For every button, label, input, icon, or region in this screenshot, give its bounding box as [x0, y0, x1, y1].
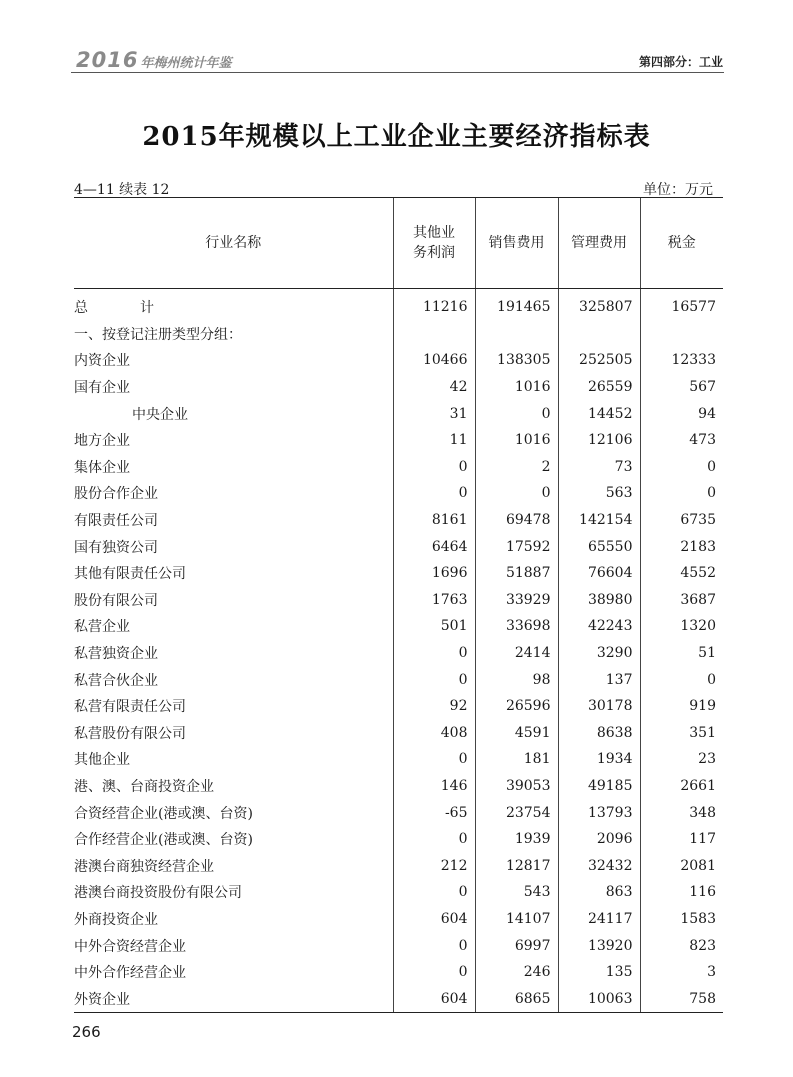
cell-tax: 16577 [640, 294, 723, 321]
header-year: 2016 [76, 48, 139, 72]
cell-admin-expense: 24117 [558, 906, 640, 933]
table-row [74, 666, 723, 693]
cell-sales-expense: 33929 [475, 587, 558, 614]
row-label: 港澳台商独资经营企业 [74, 858, 214, 875]
cell-admin-expense: 30178 [558, 693, 640, 720]
cell-sales-expense: 17592 [475, 533, 558, 560]
cell-sales-expense: 1016 [475, 427, 558, 454]
table-row [74, 587, 723, 614]
row-label: 股份有限公司 [74, 592, 158, 609]
cell-sales-expense: 6865 [475, 985, 558, 1012]
table-row [74, 799, 723, 826]
cell-other-profit: 1696 [393, 560, 475, 587]
col-header-sales-expense: 销售费用 [475, 198, 558, 289]
cell-tax: 51 [640, 640, 723, 667]
table-row [74, 454, 723, 481]
table-number: 4—11 续表 12 [74, 182, 170, 198]
cell-admin-expense: 563 [558, 480, 640, 507]
total-label-b: 计 [140, 300, 154, 317]
cell-tax: 2081 [640, 852, 723, 879]
table-row [74, 959, 723, 986]
cell-admin-expense [558, 321, 640, 348]
cell-sales-expense: 39053 [475, 773, 558, 800]
cell-tax: 351 [640, 720, 723, 747]
cell-sales-expense: 0 [475, 400, 558, 427]
row-label: 一、按登记注册类型分组： [74, 326, 242, 343]
cell-tax: 2183 [640, 533, 723, 560]
total-label [74, 294, 393, 321]
cell-tax: 117 [640, 826, 723, 853]
table-row [74, 427, 723, 454]
cell-admin-expense: 73 [558, 454, 640, 481]
table-row [74, 773, 723, 800]
cell-other-profit: 0 [393, 640, 475, 667]
cell-admin-expense: 1934 [558, 746, 640, 773]
cell-tax: 473 [640, 427, 723, 454]
cell-other-profit: 11216 [393, 294, 475, 321]
cell-admin-expense: 135 [558, 959, 640, 986]
cell-other-profit: 146 [393, 773, 475, 800]
cell-other-profit: 501 [393, 613, 475, 640]
table-row [74, 985, 723, 1012]
table-header-row [74, 198, 723, 289]
cell-sales-expense: 14107 [475, 906, 558, 933]
row-label: 私营合伙企业 [74, 672, 158, 689]
col-header-other-profit-line2: 务利润 [413, 245, 455, 261]
unit-label: 单位：万元 [643, 182, 713, 198]
cell-admin-expense: 38980 [558, 587, 640, 614]
row-label: 中央企业 [132, 406, 188, 423]
row-label: 港、澳、台商投资企业 [74, 778, 214, 795]
cell-other-profit: 92 [393, 693, 475, 720]
row-label: 港澳台商投资股份有限公司 [74, 885, 242, 902]
row-label: 有限责任公司 [74, 513, 158, 530]
cell-tax: 758 [640, 985, 723, 1012]
cell-admin-expense: 8638 [558, 720, 640, 747]
cell-admin-expense: 42243 [558, 613, 640, 640]
cell-admin-expense: 142154 [558, 507, 640, 534]
cell-admin-expense: 26559 [558, 374, 640, 401]
table-row [74, 613, 723, 640]
row-label: 外商投资企业 [74, 911, 158, 928]
row-label: 国有企业 [74, 380, 130, 397]
header-divider [71, 72, 724, 73]
cell-other-profit: 31 [393, 400, 475, 427]
cell-tax: 567 [640, 374, 723, 401]
cell-other-profit: -65 [393, 799, 475, 826]
table-row [74, 826, 723, 853]
cell-other-profit: 212 [393, 852, 475, 879]
row-label: 其他有限责任公司 [74, 566, 186, 583]
page-number: 266 [72, 1023, 101, 1041]
row-label: 其他企业 [74, 752, 130, 769]
table-row [74, 720, 723, 747]
cell-other-profit: 6464 [393, 533, 475, 560]
row-label: 集体企业 [74, 459, 130, 476]
cell-sales-expense: 1939 [475, 826, 558, 853]
cell-other-profit: 0 [393, 826, 475, 853]
cell-admin-expense: 325807 [558, 294, 640, 321]
cell-tax: 2661 [640, 773, 723, 800]
cell-other-profit: 408 [393, 720, 475, 747]
table-row [74, 533, 723, 560]
cell-tax: 3687 [640, 587, 723, 614]
cell-sales-expense: 23754 [475, 799, 558, 826]
table-row [74, 347, 723, 374]
cell-admin-expense: 137 [558, 666, 640, 693]
table-row [74, 852, 723, 879]
cell-other-profit: 1763 [393, 587, 475, 614]
cell-tax: 823 [640, 932, 723, 959]
cell-sales-expense: 0 [475, 480, 558, 507]
cell-tax: 1320 [640, 613, 723, 640]
cell-tax [640, 321, 723, 348]
table-row [74, 560, 723, 587]
table-row [74, 932, 723, 959]
header-book-title: 年梅州统计年鉴 [140, 56, 232, 71]
cell-admin-expense: 3290 [558, 640, 640, 667]
cell-other-profit: 0 [393, 454, 475, 481]
table-row [74, 374, 723, 401]
total-label-a: 总 [74, 300, 88, 317]
row-label: 内资企业 [74, 353, 130, 370]
table-row [74, 507, 723, 534]
cell-sales-expense: 543 [475, 879, 558, 906]
row-label: 地方企业 [74, 433, 130, 450]
section-label: 第四部分：工业 [638, 55, 723, 69]
col-header-industry: 行业名称 [74, 198, 393, 289]
cell-tax: 94 [640, 400, 723, 427]
cell-sales-expense: 51887 [475, 560, 558, 587]
table-row [74, 906, 723, 933]
page-title: 2015年规模以上工业企业主要经济指标表 [142, 122, 651, 152]
cell-admin-expense: 49185 [558, 773, 640, 800]
cell-tax: 919 [640, 693, 723, 720]
cell-tax: 3 [640, 959, 723, 986]
cell-tax: 1583 [640, 906, 723, 933]
yearbook-header [76, 48, 231, 72]
cell-sales-expense: 191465 [475, 294, 558, 321]
col-header-other-profit-line1: 其他业 [413, 225, 455, 241]
cell-tax: 348 [640, 799, 723, 826]
cell-admin-expense: 65550 [558, 533, 640, 560]
cell-admin-expense: 12106 [558, 427, 640, 454]
cell-sales-expense: 6997 [475, 932, 558, 959]
table-row [74, 321, 723, 348]
cell-sales-expense: 4591 [475, 720, 558, 747]
cell-other-profit: 0 [393, 959, 475, 986]
row-label: 中外合资经营企业 [74, 938, 186, 955]
cell-sales-expense: 33698 [475, 613, 558, 640]
cell-other-profit: 10466 [393, 347, 475, 374]
cell-other-profit: 8161 [393, 507, 475, 534]
row-label: 国有独资公司 [74, 539, 158, 556]
cell-sales-expense: 138305 [475, 347, 558, 374]
cell-admin-expense: 10063 [558, 985, 640, 1012]
row-label: 合作经营企业(港或澳、台资) [74, 832, 253, 849]
col-header-admin-expense: 管理费用 [558, 198, 640, 289]
cell-other-profit: 11 [393, 427, 475, 454]
cell-admin-expense: 32432 [558, 852, 640, 879]
cell-sales-expense: 2 [475, 454, 558, 481]
row-label: 私营股份有限公司 [74, 725, 186, 742]
cell-other-profit: 0 [393, 480, 475, 507]
cell-sales-expense: 26596 [475, 693, 558, 720]
cell-other-profit: 604 [393, 906, 475, 933]
cell-other-profit: 0 [393, 666, 475, 693]
cell-admin-expense: 863 [558, 879, 640, 906]
cell-other-profit: 604 [393, 985, 475, 1012]
economic-indicators-table [74, 197, 723, 1013]
cell-tax: 4552 [640, 560, 723, 587]
row-label: 中外合作经营企业 [74, 965, 186, 982]
cell-sales-expense: 12817 [475, 852, 558, 879]
cell-sales-expense: 2414 [475, 640, 558, 667]
table-row [74, 746, 723, 773]
row-label: 私营有限责任公司 [74, 699, 186, 716]
cell-sales-expense [475, 321, 558, 348]
cell-tax: 0 [640, 454, 723, 481]
row-label: 私营企业 [74, 619, 130, 636]
table-row-total [74, 294, 723, 321]
cell-other-profit: 0 [393, 879, 475, 906]
cell-admin-expense: 13920 [558, 932, 640, 959]
table-row [74, 693, 723, 720]
cell-admin-expense: 13793 [558, 799, 640, 826]
row-label: 外资企业 [74, 985, 393, 1012]
cell-admin-expense: 2096 [558, 826, 640, 853]
table-row [74, 400, 723, 427]
cell-other-profit [393, 321, 475, 348]
row-label: 私营独资企业 [74, 646, 158, 663]
row-label: 股份合作企业 [74, 486, 158, 503]
col-header-tax: 税金 [640, 198, 723, 289]
cell-other-profit: 42 [393, 374, 475, 401]
cell-tax: 0 [640, 666, 723, 693]
cell-other-profit: 0 [393, 932, 475, 959]
col-header-other-profit [393, 198, 475, 289]
cell-tax: 23 [640, 746, 723, 773]
cell-sales-expense: 246 [475, 959, 558, 986]
cell-sales-expense: 98 [475, 666, 558, 693]
cell-sales-expense: 69478 [475, 507, 558, 534]
table-row [74, 480, 723, 507]
cell-other-profit: 0 [393, 746, 475, 773]
table-row [74, 879, 723, 906]
row-label: 合资经营企业(港或澳、台资) [74, 805, 253, 822]
cell-tax: 12333 [640, 347, 723, 374]
cell-sales-expense: 181 [475, 746, 558, 773]
cell-admin-expense: 252505 [558, 347, 640, 374]
cell-tax: 0 [640, 480, 723, 507]
table-row [74, 640, 723, 667]
cell-sales-expense: 1016 [475, 374, 558, 401]
cell-tax: 116 [640, 879, 723, 906]
cell-tax: 6735 [640, 507, 723, 534]
cell-admin-expense: 76604 [558, 560, 640, 587]
cell-admin-expense: 14452 [558, 400, 640, 427]
table-body [74, 321, 723, 1013]
